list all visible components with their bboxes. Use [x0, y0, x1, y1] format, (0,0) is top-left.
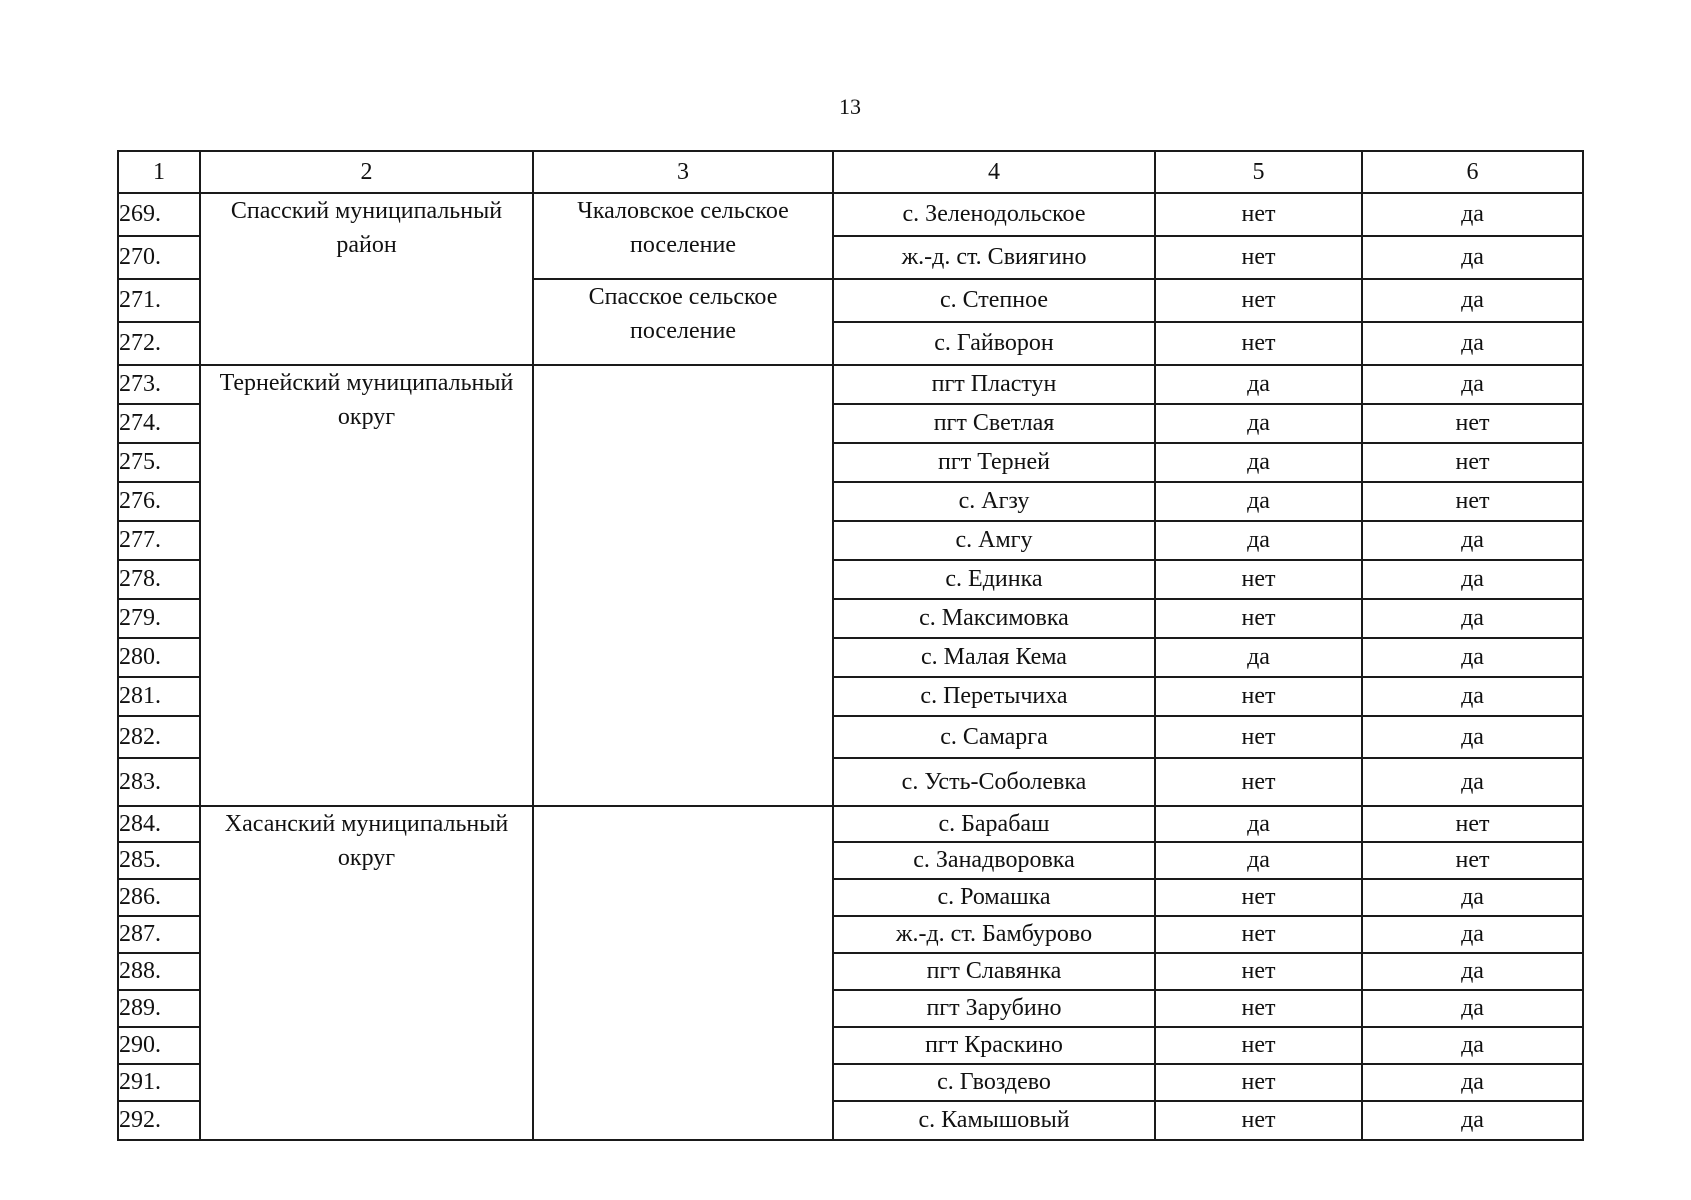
row-number: 269. — [118, 193, 200, 236]
col6-cell: да — [1362, 521, 1583, 560]
col6-cell: да — [1362, 193, 1583, 236]
place-cell: с. Малая Кема — [833, 638, 1155, 677]
col6-cell: да — [1362, 716, 1583, 758]
col6-cell: да — [1362, 1027, 1583, 1064]
col6-cell: да — [1362, 677, 1583, 716]
table-row — [118, 806, 1583, 842]
col5-cell: нет — [1155, 916, 1362, 953]
row-number: 283. — [118, 758, 200, 806]
col5-cell: нет — [1155, 236, 1362, 279]
row-number: 279. — [118, 599, 200, 638]
header-col-4: 4 — [833, 151, 1155, 193]
col6-cell: да — [1362, 322, 1583, 365]
col5-cell: нет — [1155, 953, 1362, 990]
header-row — [118, 151, 1583, 193]
col5-cell: нет — [1155, 560, 1362, 599]
col6-cell: нет — [1362, 806, 1583, 842]
district-cell: Тернейский муниципальный округ — [200, 365, 533, 806]
col5-cell: да — [1155, 521, 1362, 560]
row-number: 280. — [118, 638, 200, 677]
row-number: 274. — [118, 404, 200, 443]
place-cell: с. Степное — [833, 279, 1155, 322]
place-cell: пгт Светлая — [833, 404, 1155, 443]
header-col-6: 6 — [1362, 151, 1583, 193]
col6-cell: да — [1362, 560, 1583, 599]
col5-cell: нет — [1155, 879, 1362, 916]
col5-cell: нет — [1155, 716, 1362, 758]
place-cell: с. Самарга — [833, 716, 1155, 758]
row-number: 278. — [118, 560, 200, 599]
row-number: 290. — [118, 1027, 200, 1064]
table-row — [118, 365, 1583, 404]
col5-cell: нет — [1155, 990, 1362, 1027]
place-cell: с. Перетычиха — [833, 677, 1155, 716]
place-cell: с. Агзу — [833, 482, 1155, 521]
settlement-cell: Спасское сельское поселение — [533, 279, 833, 365]
col5-cell: нет — [1155, 677, 1362, 716]
col5-cell: да — [1155, 842, 1362, 879]
place-cell: пгт Пластун — [833, 365, 1155, 404]
row-number: 288. — [118, 953, 200, 990]
col5-cell: нет — [1155, 1101, 1362, 1140]
row-number: 285. — [118, 842, 200, 879]
col5-cell: да — [1155, 482, 1362, 521]
col5-cell: нет — [1155, 1064, 1362, 1101]
place-cell: ж.-д. ст. Бамбурово — [833, 916, 1155, 953]
col6-cell: да — [1362, 1101, 1583, 1140]
col6-cell: да — [1362, 953, 1583, 990]
row-number: 273. — [118, 365, 200, 404]
col5-cell: да — [1155, 404, 1362, 443]
row-number: 282. — [118, 716, 200, 758]
place-cell: с. Ромашка — [833, 879, 1155, 916]
col5-cell: нет — [1155, 758, 1362, 806]
row-number: 272. — [118, 322, 200, 365]
settlement-cell: Чкаловское сельское поселение — [533, 193, 833, 279]
place-cell: пгт Терней — [833, 443, 1155, 482]
row-number: 281. — [118, 677, 200, 716]
col6-cell: да — [1362, 236, 1583, 279]
place-cell: с. Гвоздево — [833, 1064, 1155, 1101]
page-number: 13 — [839, 94, 861, 119]
place-cell: с. Гайворон — [833, 322, 1155, 365]
header-col-1: 1 — [118, 151, 200, 193]
row-number: 270. — [118, 236, 200, 279]
place-cell: с. Усть-Соболевка — [833, 758, 1155, 806]
place-cell: с. Зеленодольское — [833, 193, 1155, 236]
settlements-table — [117, 150, 1584, 1141]
place-cell: с. Амгу — [833, 521, 1155, 560]
settlement-cell-empty — [533, 806, 833, 1140]
row-number: 276. — [118, 482, 200, 521]
col6-cell: да — [1362, 638, 1583, 677]
place-cell: пгт Краскино — [833, 1027, 1155, 1064]
place-cell: с. Занадворовка — [833, 842, 1155, 879]
place-cell: с. Максимовка — [833, 599, 1155, 638]
col6-cell: да — [1362, 1064, 1583, 1101]
row-number: 286. — [118, 879, 200, 916]
col5-cell: нет — [1155, 193, 1362, 236]
row-number: 277. — [118, 521, 200, 560]
place-cell: с. Единка — [833, 560, 1155, 599]
col6-cell: нет — [1362, 404, 1583, 443]
row-number: 287. — [118, 916, 200, 953]
table-row — [118, 193, 1583, 236]
district-cell: Хасанский муниципальный округ — [200, 806, 533, 1140]
place-cell: пгт Славянка — [833, 953, 1155, 990]
place-cell: с. Барабаш — [833, 806, 1155, 842]
col6-cell: нет — [1362, 482, 1583, 521]
col6-cell: да — [1362, 365, 1583, 404]
district-cell: Спасский муниципальный район — [200, 193, 533, 365]
place-cell: пгт Зарубино — [833, 990, 1155, 1027]
place-cell: с. Камышовый — [833, 1101, 1155, 1140]
col6-cell: нет — [1362, 842, 1583, 879]
col6-cell: да — [1362, 758, 1583, 806]
row-number: 275. — [118, 443, 200, 482]
row-number: 289. — [118, 990, 200, 1027]
row-number: 271. — [118, 279, 200, 322]
header-col-5: 5 — [1155, 151, 1362, 193]
col6-cell: да — [1362, 279, 1583, 322]
col5-cell: нет — [1155, 1027, 1362, 1064]
col5-cell: да — [1155, 806, 1362, 842]
settlement-cell-empty — [533, 365, 833, 806]
col5-cell: нет — [1155, 322, 1362, 365]
col5-cell: да — [1155, 365, 1362, 404]
col6-cell: да — [1362, 990, 1583, 1027]
col6-cell: да — [1362, 599, 1583, 638]
col6-cell: да — [1362, 916, 1583, 953]
header-col-2: 2 — [200, 151, 533, 193]
row-number: 284. — [118, 806, 200, 842]
row-number: 292. — [118, 1101, 200, 1140]
row-number: 291. — [118, 1064, 200, 1101]
col5-cell: нет — [1155, 599, 1362, 638]
col5-cell: да — [1155, 443, 1362, 482]
place-cell: ж.-д. ст. Свиягино — [833, 236, 1155, 279]
col5-cell: нет — [1155, 279, 1362, 322]
col6-cell: да — [1362, 879, 1583, 916]
col6-cell: нет — [1362, 443, 1583, 482]
col5-cell: да — [1155, 638, 1362, 677]
header-col-3: 3 — [533, 151, 833, 193]
